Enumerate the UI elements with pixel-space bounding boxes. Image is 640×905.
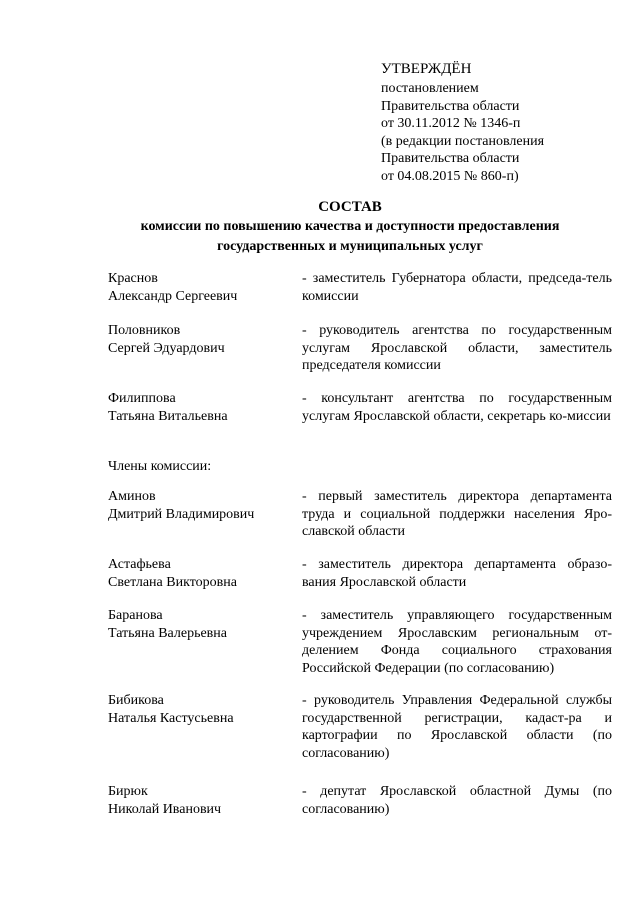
person-given-names: Татьяна Витальевна: [108, 408, 228, 424]
person-name: [108, 322, 288, 357]
person-given-names: Татьяна Валерьевна: [108, 625, 227, 641]
person-role: - консультант агентства по государственным услугам Ярославской области, секретарь ко-миссии: [302, 391, 612, 424]
person-name: [108, 607, 288, 642]
person-given-names: Светлана Викторовна: [108, 574, 237, 590]
person-role: - депутат Ярославской областной Думы (по согласованию): [302, 784, 612, 817]
person-given-names: Дмитрий Владимирович: [108, 506, 255, 522]
person-given-names: Николай Иванович: [108, 801, 222, 817]
person-role: - заместитель директора департамента образо-вания Ярославской области: [302, 557, 612, 590]
person-name: [108, 390, 288, 425]
document-subtitle-line-1: комиссии по повышению качества и доступности предоставления: [140, 219, 560, 234]
person-role: - первый заместитель директора департамента труда и социальной поддержки населения Яро-славской области: [302, 489, 612, 539]
person-name: [108, 488, 288, 523]
approval-line: от 30.11.2012 № 1346-п: [381, 116, 521, 131]
approval-line: Правительства области: [381, 98, 520, 114]
approval-line: Правительства области: [381, 151, 520, 166]
person-given-names: Сергей Эдуардович: [108, 340, 225, 356]
document-title: СОСТАВ: [318, 199, 382, 215]
document-heading: [100, 198, 600, 255]
approval-line: (в редакции постановления: [381, 133, 545, 149]
members-label: Члены комиссии:: [108, 459, 212, 474]
person-surname: Баранова: [108, 608, 163, 623]
person-given-names: Александр Сергеевич: [108, 288, 238, 304]
person-surname: Краснов: [108, 271, 158, 286]
approval-block: [381, 60, 621, 185]
person-role: - руководитель Управления Федеральной службы государственной регистрации, кадаст-ра и картографии по Ярославской области (по согласованию): [302, 693, 612, 761]
person-surname: Половников: [108, 323, 181, 338]
person-surname: Астафьева: [108, 557, 171, 572]
person-given-names: Наталья Кастусьевна: [108, 710, 234, 726]
document-subtitle-line-2: государственных и муниципальных услуг: [217, 238, 483, 254]
approval-stamp-word: УТВЕРЖДЁН: [381, 61, 472, 77]
approval-line: от 04.08.2015 № 860-п): [381, 168, 519, 184]
person-surname: Аминов: [108, 489, 156, 504]
approval-line: постановлением: [381, 81, 479, 96]
person-name: [108, 692, 288, 727]
person-role: - заместитель Губернатора области, председа-тель комиссии: [302, 271, 612, 304]
person-name: [108, 783, 288, 818]
person-surname: Филиппова: [108, 391, 176, 406]
person-role: - заместитель управляющего государственным учреждением Ярославским региональным от-делением Фонда социального страхования Российской Федерации (по согласованию): [302, 608, 612, 676]
person-name: [108, 556, 288, 591]
person-name: [108, 270, 288, 305]
person-surname: Бирюк: [108, 784, 148, 799]
person-surname: Бибикова: [108, 693, 164, 708]
person-role: - руководитель агентства по государственным услугам Ярославской области, заместитель председателя комиссии: [302, 323, 612, 373]
